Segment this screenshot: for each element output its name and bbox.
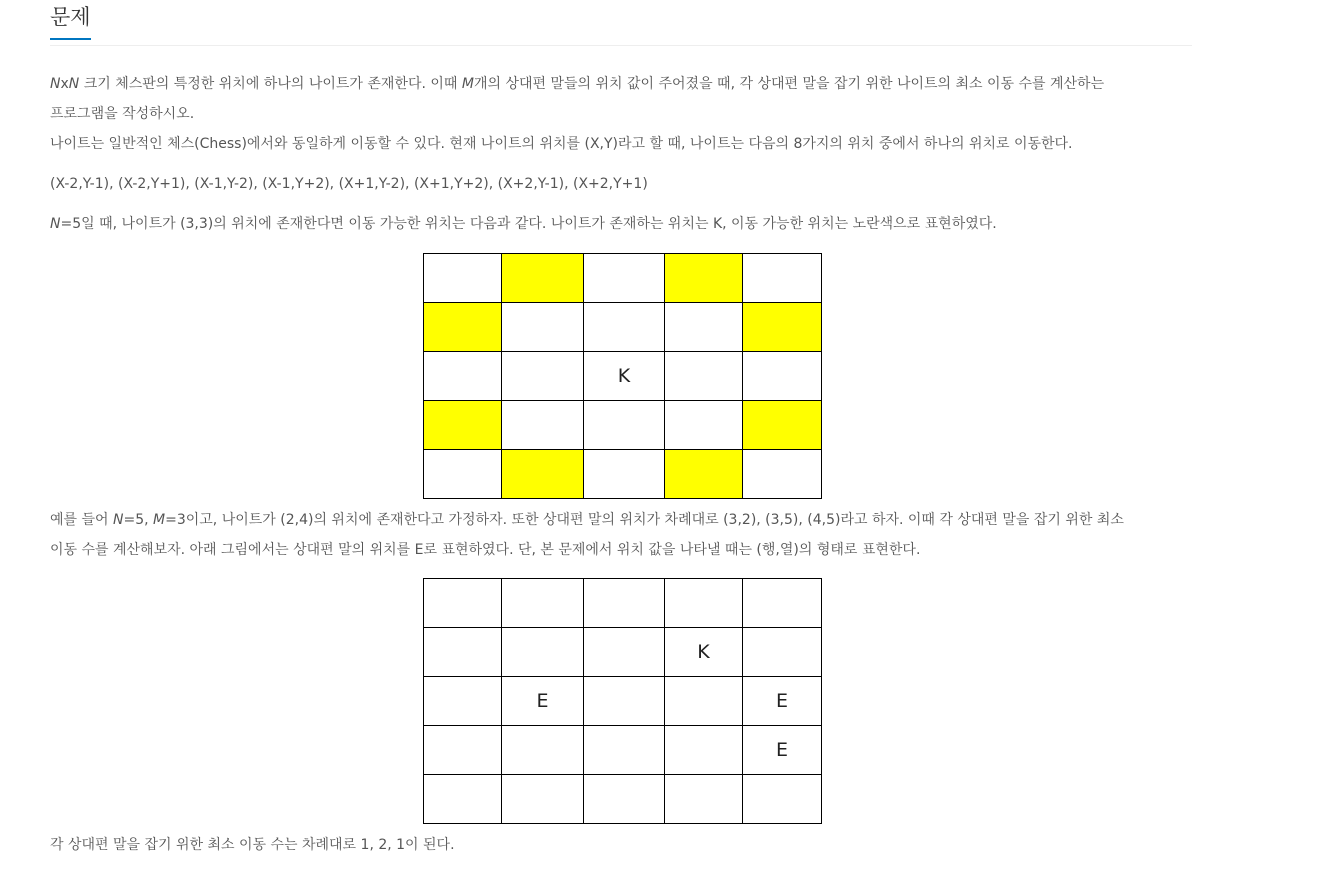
board-cell — [665, 775, 743, 824]
board-row — [424, 726, 822, 775]
move-list: (X-2,Y-1), (X-2,Y+1), (X-1,Y-2), (X-1,Y+2), (X+1,Y-2), (X+1,Y+2), (X+2,Y-1), (X+2,Y+1) — [50, 176, 648, 192]
var-n: N — [68, 76, 80, 92]
board-cell — [584, 450, 665, 499]
var-m: M — [461, 76, 474, 92]
board-row — [424, 677, 822, 726]
var-n: N — [50, 216, 61, 232]
highlighted-cell — [743, 401, 822, 450]
enemy-cell: E — [502, 677, 584, 726]
example-2-mid: =5, — [123, 512, 154, 528]
board-row — [424, 579, 822, 628]
board-cell — [502, 401, 584, 450]
board-row — [424, 450, 822, 499]
board-cell — [665, 352, 743, 401]
board-cell — [584, 254, 665, 303]
board-row — [424, 254, 822, 303]
knight-moves-board — [423, 253, 822, 499]
intro-line-2: 프로그램을 작성하시오. — [50, 106, 195, 122]
board-cell — [424, 579, 502, 628]
board-cell — [424, 775, 502, 824]
highlighted-cell — [502, 450, 584, 499]
board-cell — [743, 775, 822, 824]
board-row — [424, 628, 822, 677]
board-cell — [743, 628, 822, 677]
board-cell — [743, 352, 822, 401]
times-symbol: x — [60, 76, 69, 92]
board-cell — [424, 450, 502, 499]
board-cell — [665, 401, 743, 450]
board-row — [424, 775, 822, 824]
board-cell — [424, 628, 502, 677]
board-cell — [584, 677, 665, 726]
enemy-cell: E — [743, 726, 822, 775]
opponent-board — [423, 578, 822, 824]
example-2-post: =3이고, 나이트가 (2,4)의 위치에 존재한다고 가정하자. 또한 상대편 말의 위치가 차례대로 (3,2), (3,5), (4,5)라고 하자. 이때 각 상대편 말을 잡기 위한 최소 — [165, 512, 1124, 528]
example-1-text — [50, 210, 1200, 239]
highlighted-cell — [424, 303, 502, 352]
board-cell — [743, 450, 822, 499]
board-cell — [502, 775, 584, 824]
board-cell — [502, 579, 584, 628]
intro-text-a: 크기 체스판의 특정한 위치에 하나의 나이트가 존재한다. 이때 — [79, 76, 462, 92]
example-2-line-2: 이동 수를 계산해보자. 아래 그림에서는 상대편 말의 위치를 E로 표현하였다. 단, 본 문제에서 위치 값을 나타낼 때는 (행,열)의 형태로 표현한다. — [50, 542, 921, 558]
board-cell — [502, 726, 584, 775]
conclusion-text: 각 상대편 말을 잡기 위한 최소 이동 수는 차례대로 1, 2, 1이 된다. — [50, 837, 455, 853]
board-cell — [424, 352, 502, 401]
board-cell — [665, 579, 743, 628]
board-cell — [743, 254, 822, 303]
page-title: 문제 — [50, 6, 91, 40]
highlighted-cell — [502, 254, 584, 303]
board-row — [424, 352, 822, 401]
highlighted-cell — [665, 254, 743, 303]
move-description: 나이트는 일반적인 체스(Chess)에서와 동일하게 이동할 수 있다. 현재 나이트의 위치를 (X,Y)라고 할 때, 나이트는 다음의 8가지의 위치 중에서 하나의 위치로 이동한다. — [50, 136, 1073, 152]
highlighted-cell — [424, 401, 502, 450]
highlighted-cell — [743, 303, 822, 352]
board-cell — [584, 401, 665, 450]
example-2-line-1 — [50, 506, 1200, 535]
example-1-body: =5일 때, 나이트가 (3,3)의 위치에 존재한다면 이동 가능한 위치는 다음과 같다. 나이트가 존재하는 위치는 K, 이동 가능한 위치는 노란색으로 표현하였다. — [60, 216, 997, 232]
example-2-pre: 예를 들어 — [50, 512, 113, 528]
board-cell — [584, 726, 665, 775]
enemy-cell: E — [743, 677, 822, 726]
board-cell — [584, 303, 665, 352]
board-cell — [665, 303, 743, 352]
heading-section — [50, 0, 1192, 46]
board-row — [424, 401, 822, 450]
intro-line-1 — [50, 70, 1200, 99]
board-cell — [502, 352, 584, 401]
knight-cell: K — [584, 352, 665, 401]
var-n: N — [50, 76, 61, 92]
board-cell — [665, 726, 743, 775]
board-cell — [502, 628, 584, 677]
board-cell — [424, 677, 502, 726]
var-m: M — [153, 512, 166, 528]
board-cell — [424, 726, 502, 775]
highlighted-cell — [665, 450, 743, 499]
board-cell — [743, 579, 822, 628]
var-n: N — [113, 512, 124, 528]
board-cell — [584, 775, 665, 824]
knight-cell: K — [665, 628, 743, 677]
board-row — [424, 303, 822, 352]
board-cell — [502, 303, 584, 352]
board-cell — [584, 628, 665, 677]
board-cell — [584, 579, 665, 628]
intro-text-b: 개의 상대편 말들의 위치 값이 주어졌을 때, 각 상대편 말을 잡기 위한 나이트의 최소 이동 수를 계산하는 — [473, 76, 1105, 92]
board-cell — [665, 677, 743, 726]
board-cell — [424, 254, 502, 303]
